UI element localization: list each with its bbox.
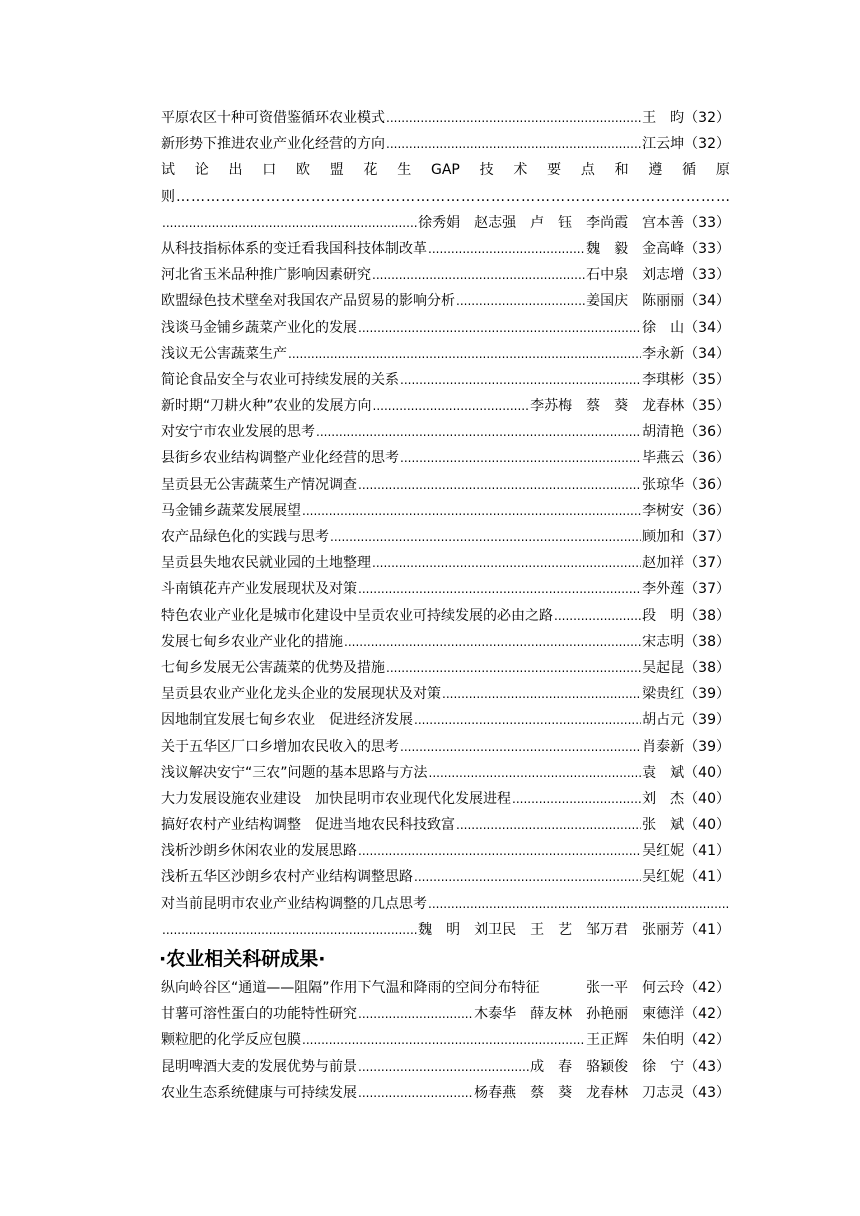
toc-entry-author: 肖泰新 (642, 738, 685, 755)
toc-entry-title: 斗南镇花卉产业发展现状及对策 (161, 581, 357, 598)
section-heading: ·农业相关科研成果· (159, 948, 326, 970)
leader-dots (372, 262, 585, 288)
toc-entry-title: 河北省玉米品种推广影响因素研究 (161, 267, 371, 284)
toc-entry-title-char: 欧 (296, 162, 310, 179)
toc-entry-author: 宋志明 (642, 633, 685, 650)
toc-entry-title-char: 花 (363, 162, 378, 179)
toc-entry-title: 农产品绿色化的实践与思考 (161, 529, 329, 545)
leader-dots (428, 236, 585, 262)
toc-entry-author: 魏 明 刘卫民 王 艺 邹万君 张丽芳 (418, 921, 685, 938)
toc-entry (161, 629, 730, 655)
toc-entry (161, 1080, 730, 1106)
toc-entry-title: 呈贡县农业产业化龙头企业的发展现状及对策 (161, 686, 441, 703)
toc-entry (161, 1027, 730, 1053)
toc-group-3 (161, 975, 730, 1106)
toc-entry-title: 昆明啤酒大麦的发展优势与前景 (161, 1058, 357, 1075)
toc-entry-author: 张琼华 (642, 476, 685, 493)
leader-dots (400, 734, 641, 760)
leader-dots (414, 864, 641, 890)
toc-entry (161, 472, 730, 498)
toc-entry-page: （33） (684, 214, 730, 231)
toc-entry-title: 浅议解决安宁“三农”问题的基本思路与方法 (161, 764, 428, 781)
toc-entry-page: （35） (684, 371, 730, 388)
toc-entry-page: （38） (684, 659, 730, 676)
toc-entry-title: 甘薯可溶性蛋白的功能特性研究 (161, 1006, 357, 1023)
toc-entry (161, 445, 730, 471)
toc-entry-title: 则 (161, 188, 176, 205)
toc-entry-title-char: 要 (547, 162, 562, 179)
toc-entry-page: （36） (684, 502, 730, 519)
toc-entry-author: 魏 毅 金高峰 (586, 240, 685, 257)
toc-entry-page: （34） (684, 319, 730, 336)
toc-entry-page: （37） (684, 555, 730, 572)
toc-entry-title: 特色农业产业化是城市化建设中呈贡农业可持续发展的必由之路 (161, 607, 553, 624)
toc-entry-title: 浅析沙朗乡休闲农业的发展思路 (161, 843, 357, 860)
toc-entry-title: 从科技指标体系的变迁看我国科技体制改革 (161, 240, 427, 257)
leader-dots (344, 629, 641, 655)
toc-entry-author: 木泰华 薛友林 孙艳丽 柬德洋 (474, 1006, 685, 1023)
toc-entry-title-char: 术 (513, 162, 528, 179)
toc-entry-title-char: 口 (262, 162, 277, 179)
toc-entry-page: （42） (684, 1032, 730, 1049)
toc-entry-page: （36） (684, 424, 730, 441)
toc-entry (161, 655, 730, 681)
toc-entry-title: 平原农区十种可资借鉴循环农业模式 (161, 110, 385, 126)
toc-entry-title: 新形势下推进农业产业化经营的方向 (161, 136, 385, 153)
table-of-contents (161, 105, 730, 1106)
toc-entry-title: 欧盟绿色技术壁垒对我国农产品贸易的影响分析 (161, 293, 455, 310)
toc-entry-title-char: 试 (161, 162, 175, 179)
toc-group-1 (161, 105, 730, 157)
leader-dots (358, 472, 641, 498)
toc-entry-page: （36） (684, 450, 730, 467)
toc-entry-page: （40） (684, 790, 730, 807)
toc-entry-title: 农业生态系统健康与可持续发展 (161, 1084, 357, 1101)
toc-entry (161, 393, 730, 419)
toc-entry-gap-author (161, 210, 730, 236)
toc-entry-page: （32） (684, 110, 730, 126)
toc-entry-title: 纵向岭谷区“通道——阻隔”作用下气温和降雨的空间分布特征 (161, 980, 540, 996)
toc-entry-author: 李苏梅 蔡 葵 龙春林 (530, 398, 685, 415)
toc-entry (161, 419, 730, 445)
toc-entry (161, 734, 730, 760)
leader-dots (358, 838, 641, 864)
toc-entry-title: 大力发展设施农业建设 加快昆明市农业现代化发展进程 (161, 790, 511, 807)
toc-entry-title-char: 论 (194, 162, 209, 179)
toc-entry-author: 吴起昆 (642, 659, 685, 676)
toc-entry-page: （37） (684, 581, 730, 598)
toc-entry-title-char: 循 (682, 162, 697, 179)
toc-entry-page: （39） (684, 712, 730, 729)
toc-entry-title: 简论食品安全与农业可持续发展的关系 (161, 371, 399, 388)
toc-entry (161, 131, 730, 157)
leader-dots (400, 367, 641, 393)
toc-entry (161, 1054, 730, 1080)
toc-entry-author: 徐秀娟 赵志强 卢 钰 李尚霞 宫本善 (418, 214, 685, 231)
toc-entry-author: 刘 杰 (642, 790, 685, 807)
toc-entry-gap-title-tail (161, 184, 730, 210)
toc-entry-title: 马金铺乡蔬菜发展展望 (161, 502, 301, 519)
toc-entry-page: （42） (684, 980, 730, 996)
toc-entry (161, 550, 730, 576)
toc-entry-page: （34） (684, 293, 730, 310)
toc-entry (161, 524, 730, 550)
toc-entry-author: 袁 斌 (642, 764, 685, 781)
toc-entry-author: 成 春 骆颖俊 徐 宁 (530, 1058, 685, 1075)
toc-entry-title: 新时期“刀耕火种”农业的发展方向 (161, 398, 372, 415)
toc-entry-author: 石中泉 刘志增 (586, 267, 685, 284)
toc-entry-title-char: 和 (614, 162, 629, 179)
toc-entry-author: 李琪彬 (642, 371, 685, 388)
toc-entry-title-char: GAP (431, 162, 460, 179)
toc-entry-author: 赵加祥 (642, 555, 685, 572)
toc-entry-page: （41） (684, 921, 730, 938)
toc-entry-title: 对安宁市农业发展的思考 (161, 424, 315, 441)
toc-entry (161, 603, 730, 629)
toc-entry-gap-title (161, 157, 730, 183)
toc-entry (161, 498, 730, 524)
toc-entry-author: 胡清艳 (642, 424, 685, 441)
toc-entry (161, 812, 730, 838)
toc-entry-author: 胡占元 (642, 712, 685, 729)
toc-entry-page: （35） (684, 398, 730, 415)
leader-dots (373, 393, 530, 419)
leader-dots (358, 315, 641, 341)
toc-entry-kunming-title (161, 891, 730, 917)
toc-entry-title: 因地制宜发展七甸乡农业 促进经济发展 (161, 712, 413, 729)
toc-entry-title: 发展七甸乡农业产业化的措施 (161, 633, 343, 650)
leader-dots (358, 1080, 473, 1106)
toc-entry-author: 姜国庆 陈丽丽 (586, 293, 685, 310)
toc-entry-author: 江云坤 (642, 136, 685, 153)
leader-dots (429, 760, 642, 786)
toc-entry-title-char: 技 (479, 162, 494, 179)
toc-entry-title-char: 遵 (648, 162, 663, 179)
toc-entry (161, 315, 730, 341)
toc-entry (161, 236, 730, 262)
toc-entry-author: 李外莲 (642, 581, 685, 598)
leader-dots (554, 603, 641, 629)
toc-entry-page: （40） (684, 817, 730, 834)
toc-entry (161, 105, 730, 131)
toc-entry-page: （33） (684, 267, 730, 284)
toc-entry-author: 段 明 (642, 607, 685, 624)
leader-dots (372, 550, 641, 576)
toc-entry-page: （41） (684, 869, 730, 886)
leader-dots (162, 210, 417, 236)
toc-entry-author: 张 斌 (642, 817, 685, 834)
toc-entry (161, 262, 730, 288)
leader-dots (512, 786, 641, 812)
toc-entry-title: 呈贡县失地农民就业园的土地整理 (161, 555, 371, 572)
leader-dots (358, 576, 641, 602)
toc-entry-page: （33） (684, 240, 730, 257)
toc-entry-page: （34） (684, 345, 730, 362)
leader-dots (386, 655, 641, 681)
toc-entry-title-char: 点 (580, 162, 595, 179)
leader-dots (414, 707, 641, 733)
toc-entry-title-char: 出 (228, 162, 243, 179)
toc-entry-title: 县街乡农业结构调整产业化经营的思考 (161, 450, 399, 467)
toc-entry (161, 1001, 730, 1027)
toc-entry (161, 707, 730, 733)
toc-entry-page: （38） (684, 607, 730, 624)
toc-entry (161, 838, 730, 864)
leader-dots (456, 288, 585, 314)
leader-dots (302, 1027, 585, 1053)
toc-entry-page: （32） (684, 136, 730, 153)
toc-entry-author: 吴红妮 (642, 843, 685, 860)
toc-entry-author: 李永新 (642, 345, 685, 362)
leader-dots (456, 812, 641, 838)
toc-entry (161, 786, 730, 812)
leader-dots (400, 445, 641, 471)
toc-entry-author: 梁贵红 (642, 686, 685, 703)
toc-entry-title: 七甸乡发展无公害蔬菜的优势及措施 (161, 659, 385, 676)
toc-entry-page: （37） (684, 529, 730, 545)
toc-entry-author: 顾加和 (642, 529, 685, 545)
leader-dots (302, 498, 641, 524)
toc-entry-page: （43） (684, 1084, 730, 1101)
leader-dots (316, 419, 641, 445)
toc-entry-author: 王 昀 (642, 110, 685, 126)
leader-dots (330, 524, 641, 550)
toc-entry-page: （39） (684, 738, 730, 755)
toc-entry-title: 浅议无公害蔬菜生产 (161, 345, 287, 362)
toc-entry-title: 颗粒肥的化学反应包膜 (161, 1032, 301, 1049)
toc-entry (161, 341, 730, 367)
toc-entry-title: 呈贡县无公害蔬菜生产情况调查 (161, 476, 357, 493)
toc-entry-author: 杨春燕 蔡 葵 龙春林 刀志灵 (474, 1084, 685, 1101)
toc-entry (161, 367, 730, 393)
toc-entry-page: （39） (684, 686, 730, 703)
toc-entry-author: 李树安 (642, 502, 685, 519)
toc-entry-kunming-author (161, 917, 730, 943)
leader-dots (288, 341, 641, 367)
toc-entry-page: （36） (684, 476, 730, 493)
toc-entry (161, 681, 730, 707)
toc-entry (161, 975, 730, 1001)
toc-entry-title-char: 生 (397, 162, 412, 179)
toc-entry (161, 864, 730, 890)
toc-entry-author: 徐 山 (642, 319, 685, 336)
toc-entry-title: 浅谈马金铺乡蔬菜产业化的发展 (161, 319, 357, 336)
leader-dots (386, 105, 641, 131)
toc-entry-author: 吴红妮 (642, 869, 685, 886)
toc-entry-title-char: 盟 (329, 162, 344, 179)
leader-dots (386, 131, 641, 157)
toc-entry-title-char: 原 (715, 162, 730, 179)
toc-entry-page: （38） (684, 633, 730, 650)
toc-entry-page: （43） (684, 1058, 730, 1075)
leader-dots (428, 891, 729, 917)
toc-group-2 (161, 236, 730, 891)
toc-entry (161, 760, 730, 786)
toc-entry (161, 576, 730, 602)
toc-entry-author: 王正辉 朱伯明 (586, 1032, 685, 1049)
toc-entry-page: （41） (684, 843, 730, 860)
toc-entry-page: （42） (684, 1006, 730, 1023)
leader-dots (358, 1054, 529, 1080)
toc-entry-title: 浅析五华区沙朗乡农村产业结构调整思路 (161, 869, 413, 886)
leader-dots (358, 1001, 473, 1027)
leader-dots (162, 917, 417, 943)
toc-entry-author: 毕燕云 (642, 450, 685, 467)
leader-dots (442, 681, 641, 707)
toc-entry-title: 对当前昆明市农业产业结构调整的几点思考 (161, 895, 427, 912)
toc-entry-author: 张一平 何云玲 (586, 980, 685, 996)
toc-entry (161, 288, 730, 314)
toc-entry-page: （40） (684, 764, 730, 781)
toc-entry-title: 关于五华区厂口乡增加农民收入的思考 (161, 738, 399, 755)
toc-entry-title: 搞好农村产业结构调整 促进当地农民科技致富 (161, 817, 455, 834)
